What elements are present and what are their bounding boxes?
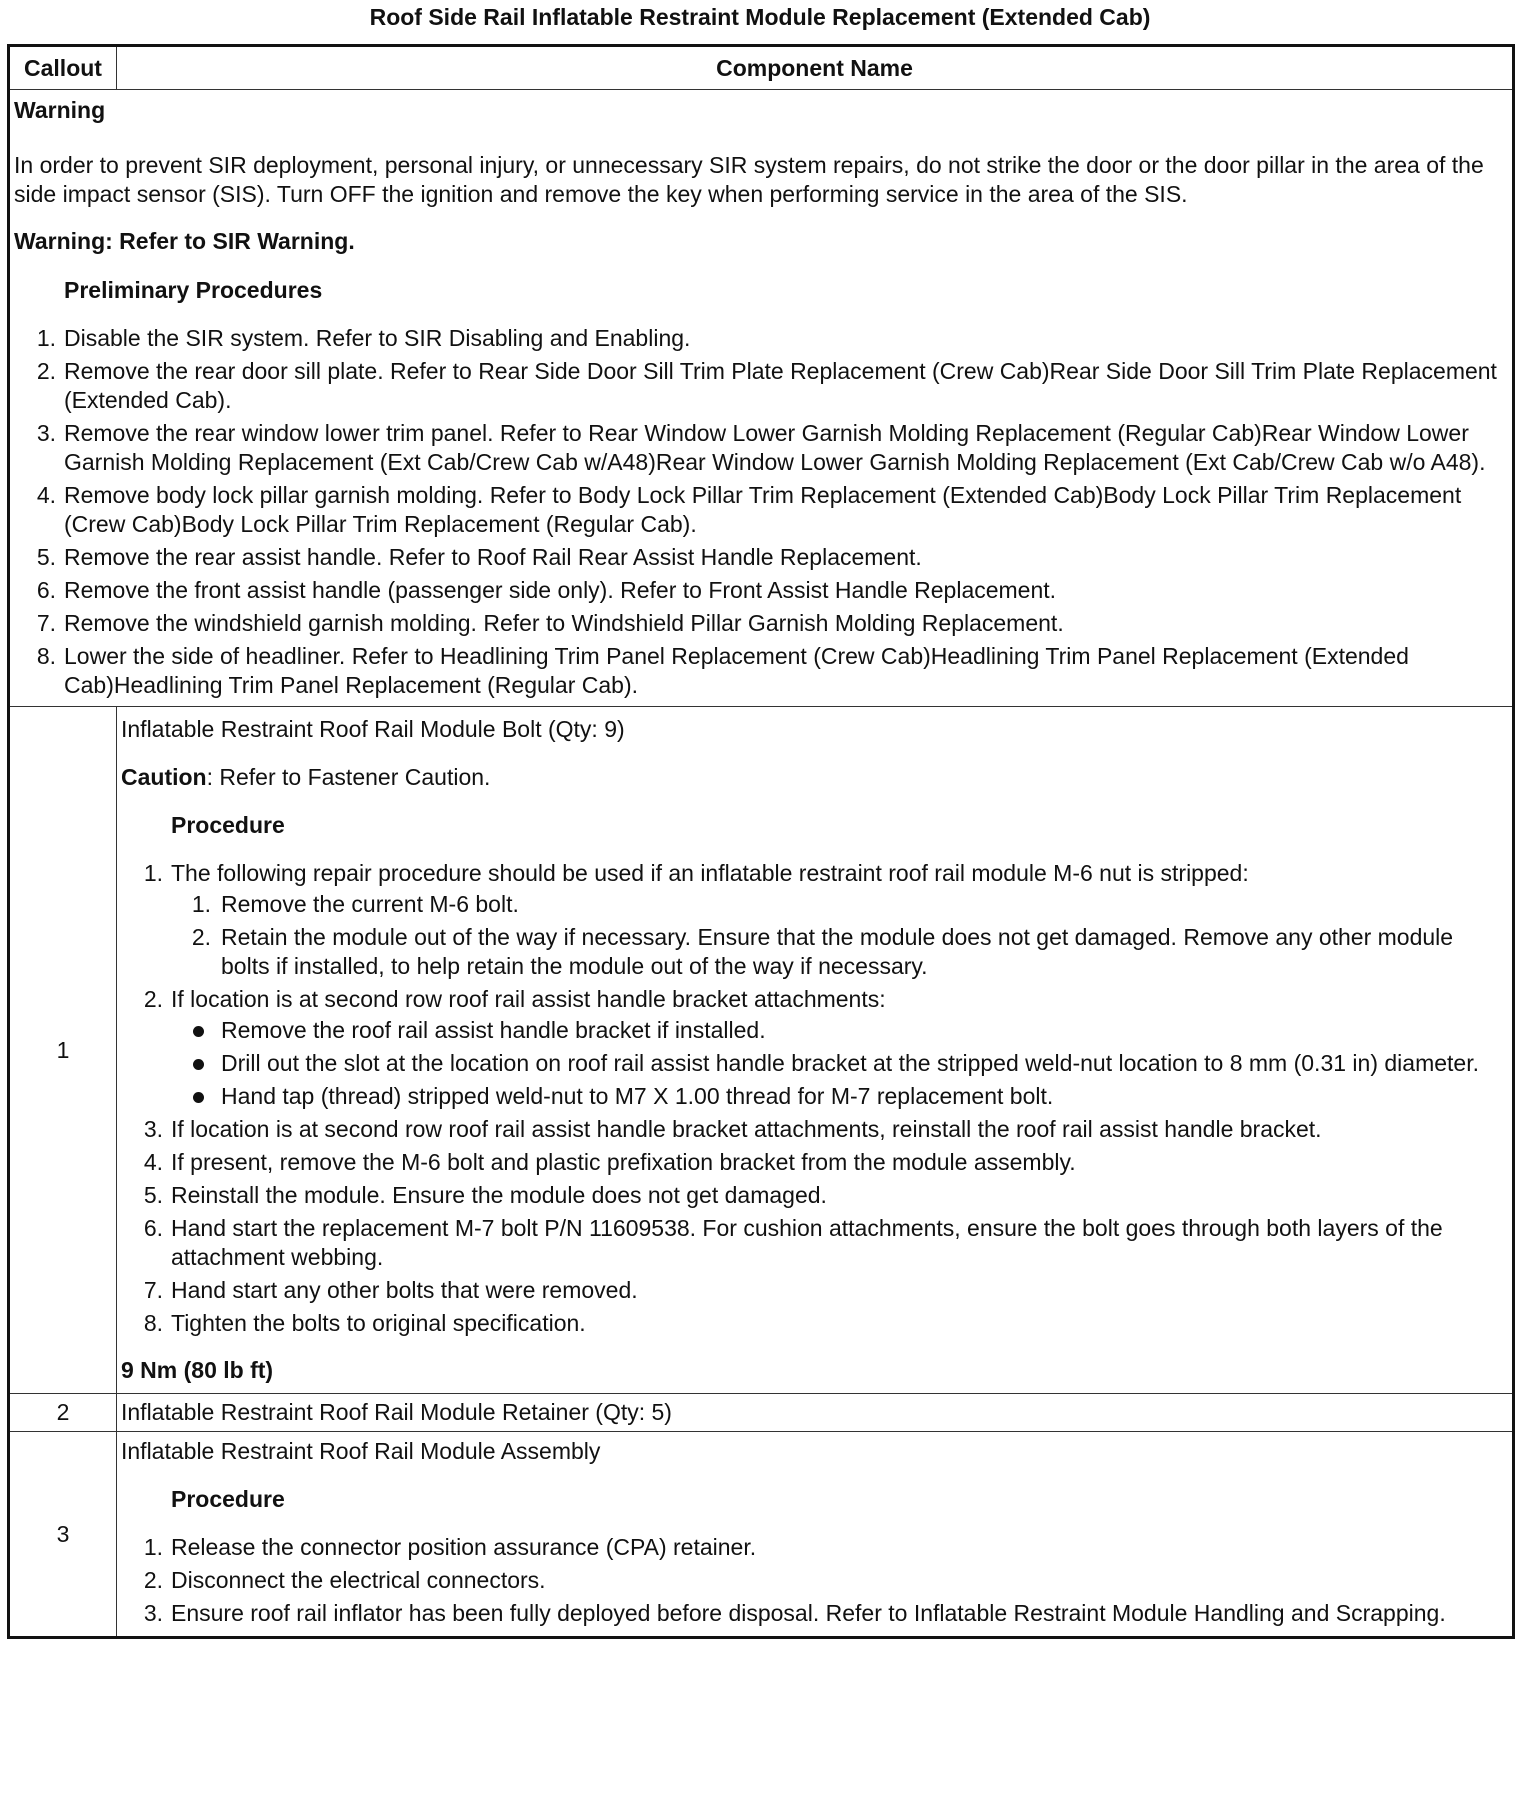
list-item: [121, 985, 1508, 1111]
step-text: Release the connector position assurance (CPA) retainer.: [171, 1534, 757, 1560]
bullet-list: [171, 1016, 1508, 1111]
step-number: 4.: [36, 482, 56, 508]
procedure-steps-list: [121, 1533, 1508, 1628]
component-cell: [117, 1394, 1514, 1432]
list-item: [14, 609, 1508, 638]
procedure-heading: Procedure: [171, 812, 285, 838]
component-name-column-header: Component Name: [117, 46, 1514, 90]
list-item: [14, 324, 1508, 353]
list-item: [171, 923, 1508, 981]
procedure-steps-list: [121, 859, 1508, 1338]
list-item: [14, 481, 1508, 539]
table-header-row: [9, 46, 1514, 90]
caution-label: Caution: [121, 764, 207, 790]
step-text: Remove the rear door sill plate. Refer to Rear Side Door Sill Trim Plate Replacement (Crew Cab)Rear Side Door Sill Trim Plate Replacement (Extended Cab).: [64, 358, 1497, 413]
preliminary-steps-list: [14, 324, 1508, 700]
list-item: [121, 859, 1508, 981]
step-number: 3.: [143, 1600, 163, 1626]
step-text: If present, remove the M-6 bolt and plastic prefixation bracket from the module assembly.: [171, 1149, 1076, 1175]
procedure-heading: Procedure: [171, 1486, 285, 1512]
step-number: 8.: [36, 643, 56, 669]
step-text: Remove the windshield garnish molding. Refer to Windshield Pillar Garnish Molding Replacement.: [64, 610, 1064, 636]
step-number: 2.: [191, 924, 211, 950]
preliminary-procedures-heading: Preliminary Procedures: [64, 277, 323, 303]
step-number: 1.: [143, 860, 163, 886]
list-item: [121, 1181, 1508, 1210]
step-text: Remove body lock pillar garnish molding. Refer to Body Lock Pillar Trim Replacement (Extended Cab)Body Lock Pillar Trim Replacement (Crew Cab)Body Lock Pillar Trim Replacement (Regular Cab).: [64, 482, 1462, 537]
list-item: [121, 1566, 1508, 1595]
table-row-callout-3: [9, 1432, 1514, 1638]
list-item: [121, 1276, 1508, 1305]
callout-number: 2: [9, 1394, 117, 1432]
table-row-callout-1: [9, 707, 1514, 1394]
step-text: Hand start the replacement M-7 bolt P/N 11609538. For cushion attachments, ensure the bolt goes through both layers of the attachment webbing.: [171, 1215, 1443, 1270]
step-number: 3.: [143, 1116, 163, 1142]
callout-column-header: Callout: [9, 46, 117, 90]
step-number: 5.: [143, 1182, 163, 1208]
step-number: 7.: [36, 610, 56, 636]
step-text: Hand start any other bolts that were removed.: [171, 1277, 638, 1303]
list-item: [121, 1533, 1508, 1562]
list-item: [14, 642, 1508, 700]
intro-row: [9, 90, 1514, 707]
step-number: 1.: [36, 325, 56, 351]
step-number: 5.: [36, 544, 56, 570]
warning-reference: Warning: Refer to SIR Warning.: [14, 228, 355, 254]
component-name: Inflatable Restraint Roof Rail Module Assembly: [121, 1438, 601, 1464]
list-item: [171, 890, 1508, 919]
step-text: If location is at second row roof rail assist handle bracket attachments, reinstall the roof rail assist handle bracket.: [171, 1116, 1322, 1142]
list-item: [171, 1082, 1508, 1111]
component-cell: [117, 707, 1514, 1394]
bullet-text: Remove the roof rail assist handle bracket if installed.: [221, 1017, 766, 1043]
caution-text: : Refer to Fastener Caution.: [206, 764, 491, 790]
bullet-icon: [193, 1026, 204, 1037]
step-number: 2.: [143, 986, 163, 1012]
list-item: [14, 543, 1508, 572]
procedure-table: [7, 44, 1515, 1639]
step-number: 7.: [143, 1277, 163, 1303]
step-number: 1.: [143, 1534, 163, 1560]
bullet-icon: [193, 1092, 204, 1103]
step-text: Disconnect the electrical connectors.: [171, 1567, 546, 1593]
step-number: 6.: [143, 1215, 163, 1241]
step-number: 6.: [36, 577, 56, 603]
list-item: [121, 1599, 1508, 1628]
step-text: Lower the side of headliner. Refer to Headlining Trim Panel Replacement (Crew Cab)Headlining Trim Panel Replacement (Extended Cab)Headlining Trim Panel Replacement (Regular Cab).: [64, 643, 1409, 698]
list-item: [171, 1016, 1508, 1045]
warning-label: Warning: [14, 97, 106, 123]
step-number: 8.: [143, 1310, 163, 1336]
list-item: [171, 1049, 1508, 1078]
step-text: Ensure roof rail inflator has been fully deployed before disposal. Refer to Inflatable Restraint Module Handling and Scrapping.: [171, 1600, 1446, 1626]
step-number: 1.: [191, 891, 211, 917]
list-item: [121, 1148, 1508, 1177]
step-text: Retain the module out of the way if necessary. Ensure that the module does not get damaged. Remove any other module bolts if installed, to help retain the module out of the way if necessary.: [221, 924, 1454, 979]
bullet-text: Drill out the slot at the location on roof rail assist handle bracket at the stripped weld-nut location to 8 mm (0.31 in) diameter.: [221, 1050, 1479, 1076]
torque-spec: 9 Nm (80 lb ft): [121, 1357, 274, 1383]
step-text: Remove the rear assist handle. Refer to Roof Rail Rear Assist Handle Replacement.: [64, 544, 922, 570]
callout-number: 1: [9, 707, 117, 1394]
intro-cell: [9, 90, 1514, 707]
sub-steps-list: [171, 890, 1508, 981]
component-cell: [117, 1432, 1514, 1638]
step-text: Tighten the bolts to original specification.: [171, 1310, 586, 1336]
step-number: 3.: [36, 420, 56, 446]
bullet-text: Hand tap (thread) stripped weld-nut to M7 X 1.00 thread for M-7 replacement bolt.: [221, 1083, 1054, 1109]
callout-number: 3: [9, 1432, 117, 1638]
step-number: 4.: [143, 1149, 163, 1175]
list-item: [121, 1115, 1508, 1144]
step-text: Remove the rear window lower trim panel. Refer to Rear Window Lower Garnish Molding Replacement (Regular Cab)Rear Window Lower Garnish Molding Replacement (Ext Cab/Crew Cab w/A48)Rear Window Lower Garnish Molding Replacement (Ext Cab/Crew Cab w/o A48).: [64, 420, 1486, 475]
step-text: Remove the front assist handle (passenger side only). Refer to Front Assist Handle Replacement.: [64, 577, 1057, 603]
page-title: Roof Side Rail Inflatable Restraint Module Replacement (Extended Cab): [369, 4, 1151, 30]
bullet-icon: [193, 1059, 204, 1070]
list-item: [121, 1309, 1508, 1338]
step-text: Disable the SIR system. Refer to SIR Disabling and Enabling.: [64, 325, 691, 351]
warning-text: In order to prevent SIR deployment, personal injury, or unnecessary SIR system repairs, do not strike the door or the door pillar in the area of the side impact sensor (SIS). Turn OFF the ignition and remove the key when performing service in the area of the SIS.: [14, 152, 1484, 207]
step-text: Reinstall the module. Ensure the module does not get damaged.: [171, 1182, 827, 1208]
list-item: [14, 357, 1508, 415]
step-text: The following repair procedure should be used if an inflatable restraint roof rail module M-6 nut is stripped:: [171, 860, 1249, 886]
caution-line: [121, 763, 1508, 792]
step-text: If location is at second row roof rail assist handle bracket attachments:: [171, 986, 886, 1012]
list-item: [14, 419, 1508, 477]
list-item: [121, 1214, 1508, 1272]
step-text: Remove the current M-6 bolt.: [221, 891, 519, 917]
step-number: 2.: [143, 1567, 163, 1593]
component-name: Inflatable Restraint Roof Rail Module Bolt (Qty: 9): [121, 716, 625, 742]
step-number: 2.: [36, 358, 56, 384]
component-name: Inflatable Restraint Roof Rail Module Retainer (Qty: 5): [121, 1399, 672, 1425]
table-row-callout-2: [9, 1394, 1514, 1432]
list-item: [14, 576, 1508, 605]
